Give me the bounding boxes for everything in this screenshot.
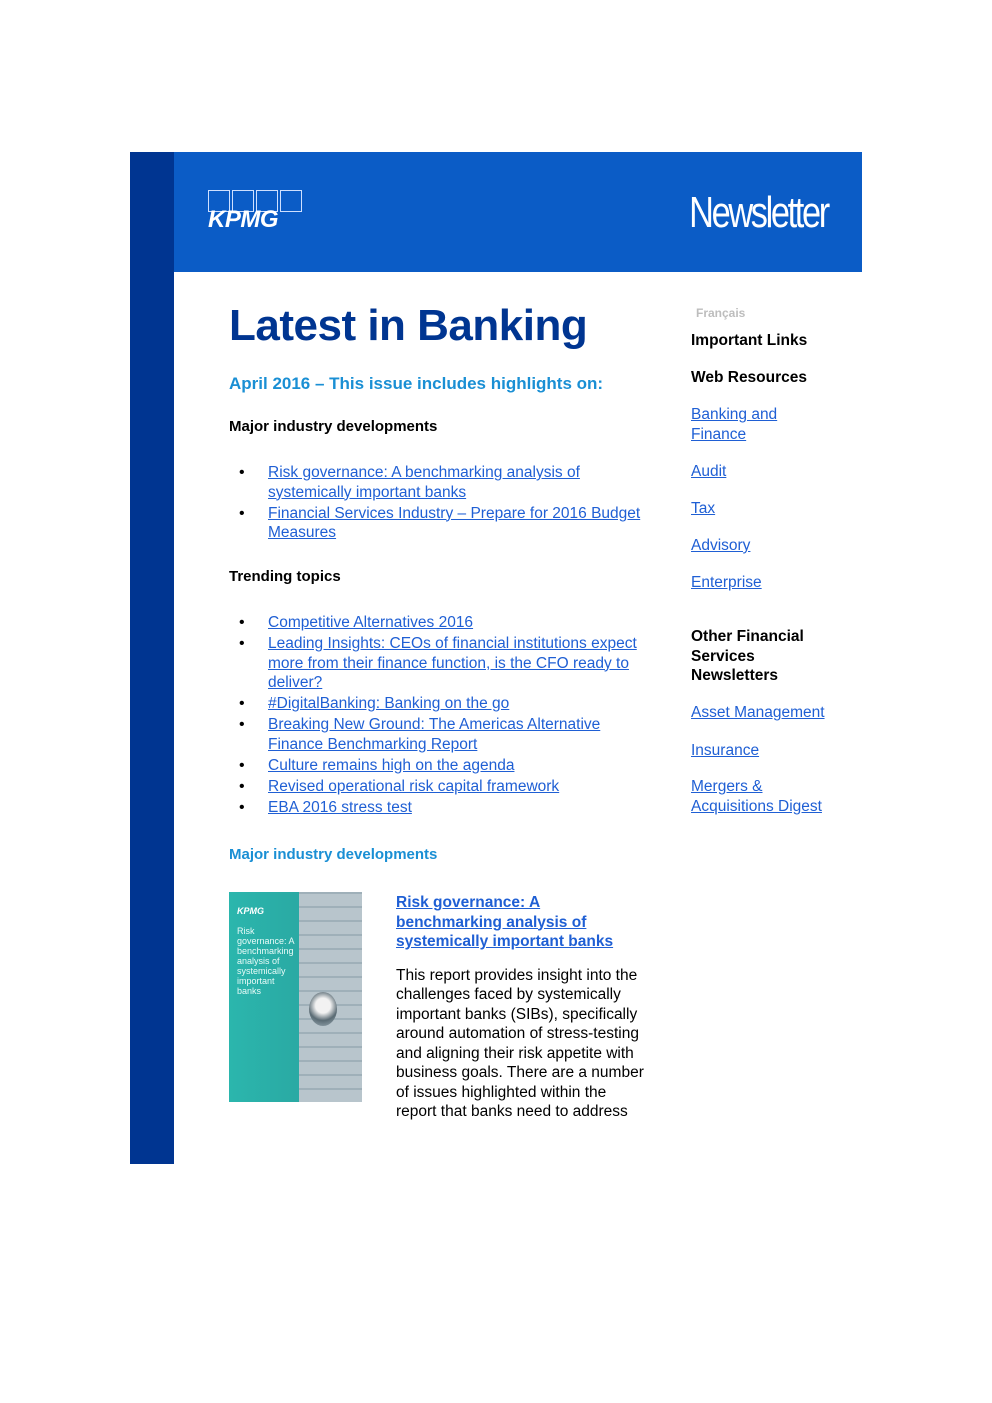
cover-photo-figure xyxy=(309,992,337,1026)
kpmg-logo[interactable] xyxy=(208,190,304,234)
list-item xyxy=(229,798,649,818)
main-column xyxy=(229,300,649,352)
article-block xyxy=(396,893,646,1122)
list-item xyxy=(229,463,649,502)
sidebar-link-asset-management[interactable]: Asset Management xyxy=(691,704,825,721)
link-risk-governance[interactable]: Risk governance: A benchmarking analysis of systemically important banks xyxy=(268,464,580,501)
link-competitive-alternatives[interactable]: Competitive Alternatives 2016 xyxy=(268,614,474,631)
language-link-francais[interactable]: Français xyxy=(696,306,746,320)
sidebar-link-insurance[interactable]: Insurance xyxy=(691,742,760,759)
article-title-link[interactable]: Risk governance: A benchmarking analysis of systemically important banks xyxy=(396,894,614,950)
link-digital-banking[interactable]: #DigitalBanking: Banking on the go xyxy=(268,695,510,712)
trending-topics-list xyxy=(229,613,649,819)
sidebar-link-audit[interactable]: Audit xyxy=(691,463,727,480)
cover-text: Risk governance: A benchmarking analysis of systemically important banks xyxy=(237,926,295,996)
list-item xyxy=(229,694,649,714)
sidebar-link-mergers-acquisitions[interactable]: Mergers & Acquisitions Digest xyxy=(691,778,822,815)
left-brand-stripe xyxy=(130,152,174,1164)
list-item xyxy=(229,613,649,633)
report-cover-image[interactable] xyxy=(229,892,362,1102)
cover-logo: KPMG xyxy=(237,906,264,916)
newsletter-header xyxy=(174,152,862,272)
sidebar-link-enterprise[interactable]: Enterprise xyxy=(691,574,762,591)
other-newsletters-heading: Other Financial Services Newsletters xyxy=(691,628,804,684)
sidebar-link-banking-finance[interactable]: Banking and Finance xyxy=(691,406,778,443)
issue-line: April 2016 – This issue includes highlights on: xyxy=(229,374,604,393)
section-heading-major-developments: Major industry developments xyxy=(229,418,438,435)
link-operational-risk[interactable]: Revised operational risk capital framework xyxy=(268,777,560,795)
list-item xyxy=(229,634,649,693)
sidebar-link-advisory[interactable]: Advisory xyxy=(691,537,751,554)
section-heading-trending-topics: Trending topics xyxy=(229,568,341,585)
link-leading-insights[interactable]: Leading Insights: CEOs of financial institutions expect more from their finance function, is the CFO ready to deliver? xyxy=(268,635,637,691)
list-item xyxy=(229,504,649,543)
link-breaking-new-ground[interactable]: Breaking New Ground: The Americas Alternative Finance Benchmarking Report xyxy=(268,716,601,753)
logo-text: KPMG xyxy=(208,206,278,233)
link-culture-agenda[interactable]: Culture remains high on the agenda xyxy=(268,756,515,774)
page-title: Latest in Banking xyxy=(229,301,588,350)
list-item xyxy=(229,777,649,797)
web-resources-heading: Web Resources xyxy=(691,369,808,386)
list-item xyxy=(229,756,649,776)
article-body: This report provides insight into the challenges faced by systemically important banks (SIBs), specifically around automation of stress-testing and aligning their risk appetite with business goals. There are a number of issues highlighted within the report that banks need to address xyxy=(396,966,644,1120)
section-heading-major-developments-detail: Major industry developments xyxy=(229,846,438,863)
link-financial-services-budget[interactable]: Financial Services Industry – Prepare for 2016 Budget Measures xyxy=(268,504,641,541)
important-links-heading: Important Links xyxy=(691,332,808,349)
list-item xyxy=(229,715,649,754)
sidebar-link-tax[interactable]: Tax xyxy=(691,500,716,517)
link-eba-stress-test[interactable]: EBA 2016 stress test xyxy=(268,798,412,816)
major-developments-list xyxy=(229,463,649,544)
newsletter-label: Newsletter xyxy=(689,188,828,237)
